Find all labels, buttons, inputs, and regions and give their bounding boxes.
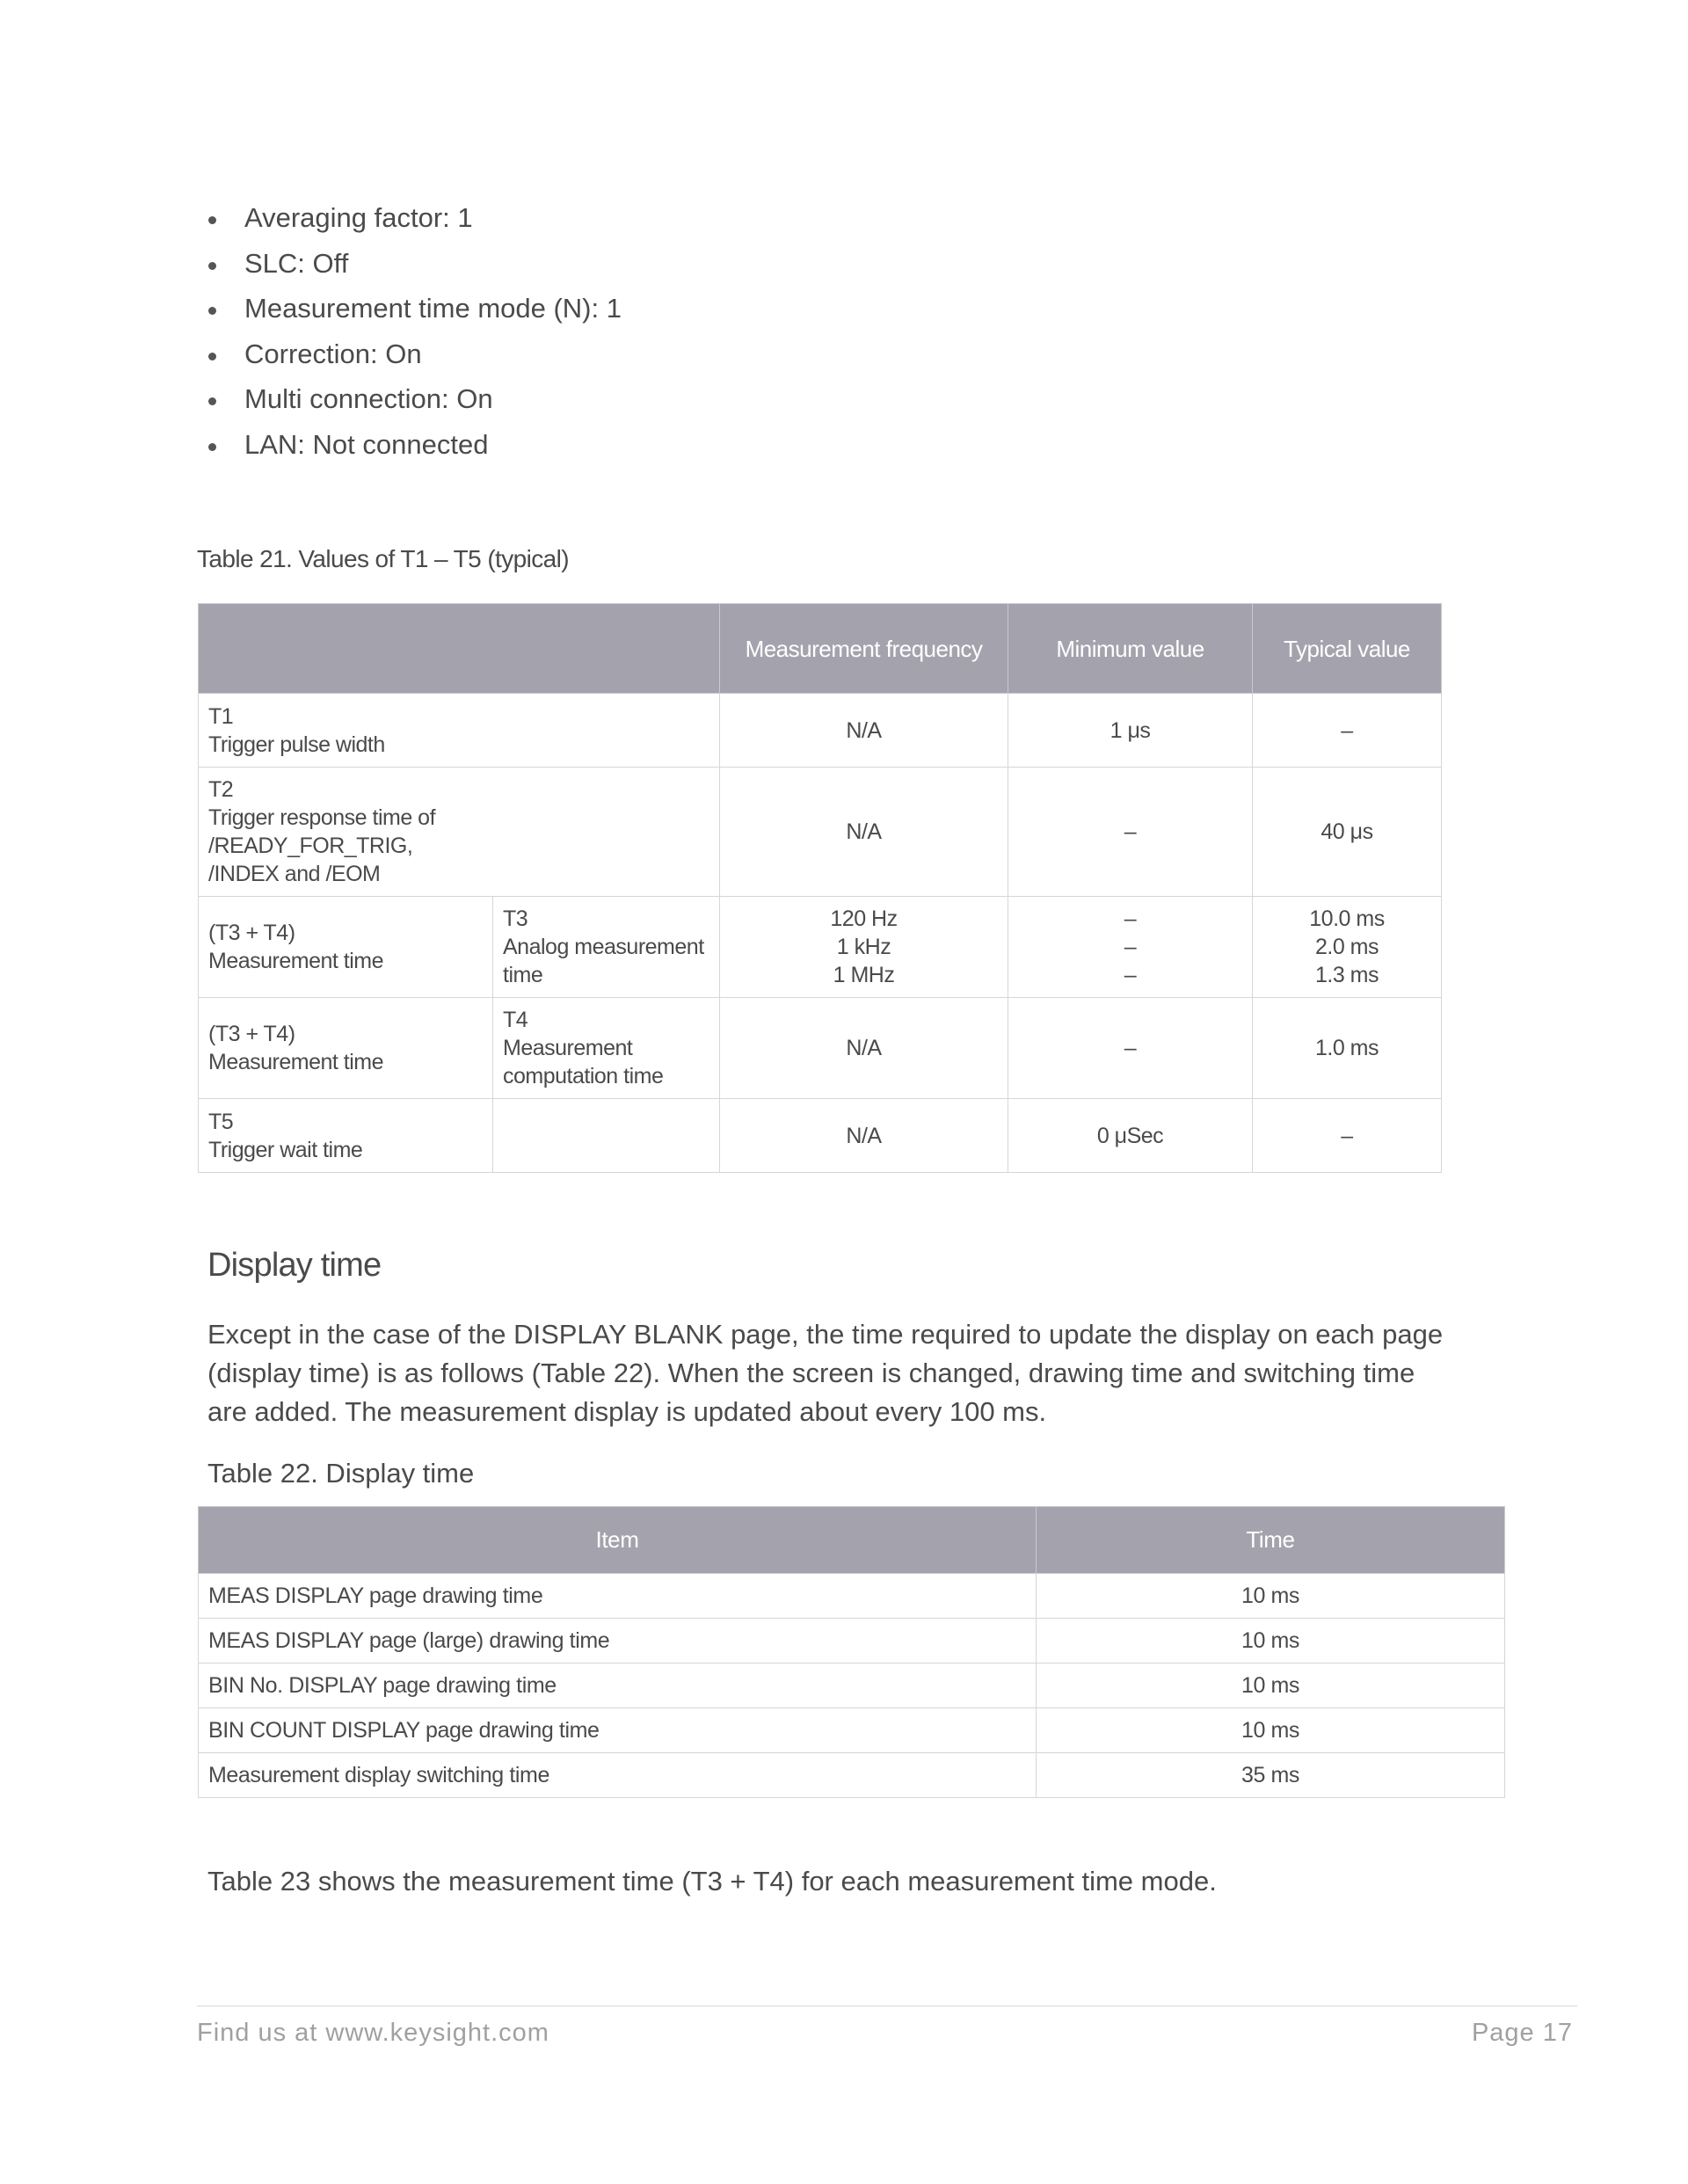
cell-item: BIN No. DISPLAY page drawing time xyxy=(199,1663,1037,1708)
section-paragraph: Except in the case of the DISPLAY BLANK page, the time required to update the display on each page (display time) is as follows (Table 22). When the screen is changed, drawing time and switching time are added. The measurement display is updated about every 100 ms. xyxy=(207,1319,1444,1427)
row-sublabel-t3: T3 Analog measurement time xyxy=(493,897,720,998)
list-item: Multi connection: On xyxy=(195,376,622,422)
table-row xyxy=(199,1574,1505,1619)
header-cell-typical-value: Typical value xyxy=(1253,604,1442,694)
table-header-row xyxy=(199,1507,1505,1574)
row-label-t4: (T3 + T4) Measurement time xyxy=(199,998,493,1099)
table-row xyxy=(199,1753,1505,1798)
table-22 xyxy=(198,1506,1505,1798)
cell-time: 10 ms xyxy=(1037,1619,1505,1663)
cell-minimum: – xyxy=(1008,998,1253,1099)
cell-frequency: N/A xyxy=(720,1099,1008,1173)
cell-item: BIN COUNT DISPLAY page drawing time xyxy=(199,1708,1037,1753)
cell-typical: 1.0 ms xyxy=(1253,998,1442,1099)
table-row xyxy=(199,768,1442,897)
cell-time: 35 ms xyxy=(1037,1753,1505,1798)
section-heading: Display time xyxy=(207,1247,382,1284)
table-21 xyxy=(198,603,1442,1173)
cell-typical: 40 μs xyxy=(1253,768,1442,897)
table-row xyxy=(199,1663,1505,1708)
cell-frequency: 120 Hz 1 kHz 1 MHz xyxy=(720,897,1008,998)
list-item: Correction: On xyxy=(195,331,622,377)
row-label-t2: T2 Trigger response time of /READY_FOR_TRIG, /INDEX and /EOM xyxy=(199,768,720,897)
row-sublabel-t5 xyxy=(493,1099,720,1173)
footer-website-link[interactable]: Find us at www.keysight.com xyxy=(197,2019,549,2047)
header-cell-measurement-frequency: Measurement frequency xyxy=(720,604,1008,694)
settings-bullet-list xyxy=(195,195,622,467)
cell-minimum: 1 μs xyxy=(1008,694,1253,768)
cell-time: 10 ms xyxy=(1037,1574,1505,1619)
cell-item: MEAS DISPLAY page drawing time xyxy=(199,1574,1037,1619)
row-label-t1: T1 Trigger pulse width xyxy=(199,694,720,768)
table-row xyxy=(199,1619,1505,1663)
cell-minimum: – – – xyxy=(1008,897,1253,998)
cell-typical: – xyxy=(1253,694,1442,768)
cell-frequency: N/A xyxy=(720,694,1008,768)
table-row xyxy=(199,897,1442,998)
closing-paragraph: Table 23 shows the measurement time (T3 + T4) for each measurement time mode. xyxy=(207,1866,1217,1896)
row-label-t3: (T3 + T4) Measurement time xyxy=(199,897,493,998)
header-cell-minimum-value: Minimum value xyxy=(1008,604,1253,694)
table-row xyxy=(199,998,1442,1099)
cell-item: Measurement display switching time xyxy=(199,1753,1037,1798)
table-row xyxy=(199,1708,1505,1753)
list-item: LAN: Not connected xyxy=(195,422,622,468)
header-cell-time: Time xyxy=(1037,1507,1505,1574)
list-item: Measurement time mode (N): 1 xyxy=(195,286,622,331)
row-sublabel-t4: T4 Measurement computation time xyxy=(493,998,720,1099)
cell-time: 10 ms xyxy=(1037,1708,1505,1753)
cell-frequency: N/A xyxy=(720,998,1008,1099)
cell-minimum: – xyxy=(1008,768,1253,897)
table-header-row xyxy=(199,604,1442,694)
table-row xyxy=(199,1099,1442,1173)
list-item: Averaging factor: 1 xyxy=(195,195,622,241)
cell-time: 10 ms xyxy=(1037,1663,1505,1708)
list-item: SLC: Off xyxy=(195,241,622,287)
page-number: Page 17 xyxy=(1471,2019,1573,2047)
cell-frequency: N/A xyxy=(720,768,1008,897)
cell-typical: – xyxy=(1253,1099,1442,1173)
cell-typical: 10.0 ms 2.0 ms 1.3 ms xyxy=(1253,897,1442,998)
table-21-caption: Table 21. Values of T1 – T5 (typical) xyxy=(197,545,569,572)
cell-item: MEAS DISPLAY page (large) drawing time xyxy=(199,1619,1037,1663)
header-cell-item: Item xyxy=(199,1507,1037,1574)
table-row xyxy=(199,694,1442,768)
cell-minimum: 0 μSec xyxy=(1008,1099,1253,1173)
row-label-t5: T5 Trigger wait time xyxy=(199,1099,493,1173)
header-cell-blank xyxy=(199,604,720,694)
table-22-caption: Table 22. Display time xyxy=(207,1458,475,1489)
